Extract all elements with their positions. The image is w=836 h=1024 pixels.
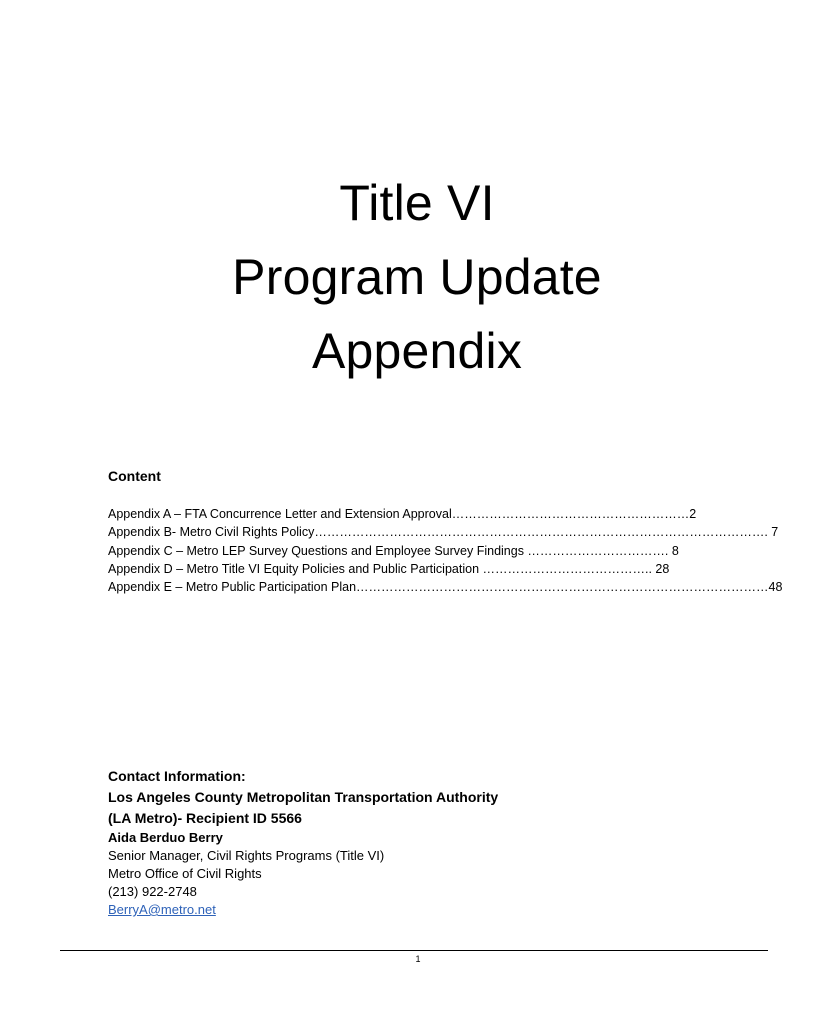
contact-office: Metro Office of Civil Rights	[108, 866, 262, 881]
contact-role: Senior Manager, Civil Rights Programs (Title VI)	[108, 848, 385, 863]
toc-entry-appendix-a: Appendix A – FTA Concurrence Letter and Extension Approval…………………………………………………2	[108, 507, 697, 521]
recipient-id: (LA Metro)- Recipient ID 5566	[108, 810, 302, 826]
contact-name: Aida Berduo Berry	[108, 830, 223, 845]
content-heading: Content	[108, 468, 161, 484]
toc-entry-appendix-e: Appendix E – Metro Public Participation Plan………………………………………………………………………………………48	[108, 580, 783, 595]
title-line-3: Appendix	[311, 323, 523, 379]
page-number: 1	[415, 954, 421, 964]
title-line-2: Program Update	[232, 249, 602, 305]
document-title	[0, 166, 834, 388]
contact-block	[108, 766, 498, 919]
toc-entry-appendix-d: Appendix D – Metro Title VI Equity Policies and Public Participation ………………………………….. 28	[108, 561, 670, 576]
contact-email-link[interactable]: BerryA@metro.net	[108, 902, 216, 917]
title-line-1: Title VI	[339, 175, 495, 231]
toc-entry-appendix-b: Appendix B- Metro Civil Rights Policy………………………………………………………………………………………………. 7	[108, 525, 779, 540]
contact-heading: Contact Information:	[108, 768, 246, 784]
table-of-contents	[108, 505, 783, 596]
footer-divider	[60, 950, 768, 951]
contact-phone: (213) 922-2748	[108, 884, 197, 899]
organization-name: Los Angeles County Metropolitan Transportation Authority	[108, 789, 499, 805]
toc-entry-appendix-c: Appendix C – Metro LEP Survey Questions and Employee Survey Findings ……………………………. 8	[108, 543, 679, 558]
